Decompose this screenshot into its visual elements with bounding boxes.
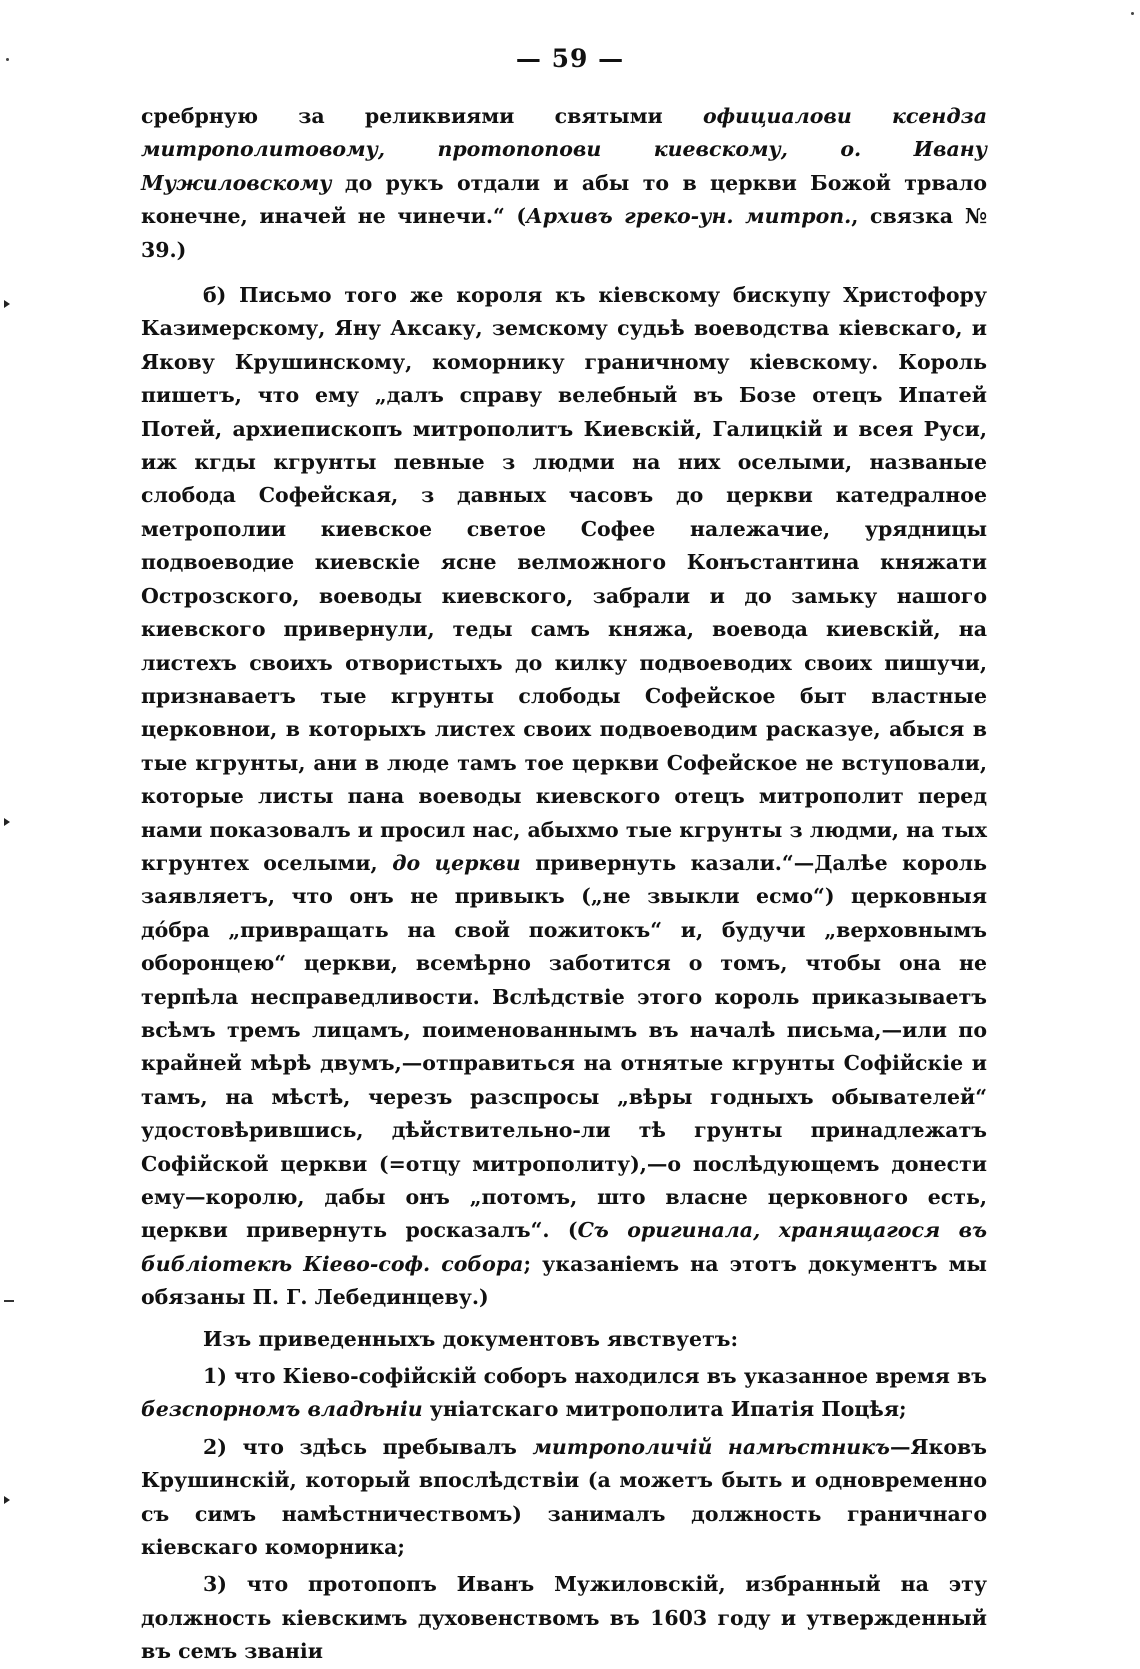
text-run: уніатскаго митрополита Ипатія Поцѣя; <box>422 1397 907 1422</box>
paragraph-b-letter <box>141 279 987 1315</box>
list-item-1 <box>141 1360 987 1427</box>
text-run: , связка № 39.) <box>141 204 987 262</box>
italic-run: Архивъ греко-ун. митроп. <box>526 204 852 229</box>
text-run: Изъ приведенныхъ документовъ явствуетъ: <box>203 1326 739 1351</box>
text-run: до рукъ отдали и абы то в церкви Божой трвало конечне, иначей не чинечи.“ ( <box>141 170 987 229</box>
margin-mark <box>4 818 10 826</box>
list-item-2 <box>141 1431 987 1565</box>
paragraph-conclusions-intro <box>141 1323 987 1356</box>
text-run: —Яковъ Крушинскій, который впослѣдствіи (а можетъ быть и одновременно съ симъ намѣстничествомъ) занималъ должность граничнаго кіевскаго коморника; <box>141 1434 987 1560</box>
text-run: привернуть казали.“—Далѣе король заявляетъ, что онъ не привыкъ („не звыкли есмо“) церковныя дóбра „привращать на свой пожитокъ“ и, будучи „верховнымъ оборонцею“ церкви, всемѣрно заботится о томъ, чтобы она не терпѣла несправедливости. Вслѣдствіе этого король приказываетъ всѣмъ тремъ лицамъ, поименованнымъ въ началѣ письма,—или по крайней мѣрѣ двумъ,—отправиться на отнятые кгрунты Софійскіе и тамъ, на мѣстѣ, черезъ разспросы „вѣры годныхъ обывателей“ удостовѣрившись, дѣйствительно-ли тѣ грунты принадлежатъ Софійской церкви (=отцу митрополиту),—о послѣдующемъ донести ему—королю, дабы онъ „потомъ, што власне церковного есть, церкви привернуть росказалъ“. ( <box>141 850 987 1243</box>
text-run: 3) что протопопъ Иванъ Мужиловскій, избранный на эту должность кіевскимъ духовенствомъ въ 1603 году и утвержденный въ семъ званіи <box>141 1572 987 1664</box>
text-run: б) Письмо того же короля къ кіевскому бискупу Христофору Казимерскому, Яну Аксаку, земскому судьѣ воеводства кіевскаго, и Якову Крушинскому, коморнику граничному кіевскому. Король пишетъ, что ему „далъ справу велебный въ Бозе отецъ Ипатей Потей, архиепископъ митрополитъ Киевскій, Галицкій и всея Руси, иж кгды кгрунты певные з людми на них оселыми, названые слобода Софейская, з давных часовъ до церкви катедралное метрополии киевское светое Софее належачие, урядницы подвоеводие киевскіе ясне велможного Конъстантина княжати Острозского, воеводы киевского, забрали и до замьку нашого киевского привернули, теды самъ княжа, воевода киевскій, на листехъ своихъ отвористыхъ до килку подвоеводих своих пишучи, признаваетъ тые кгрунты слободы Софейское быт властные церковнои, в которыхъ листех своих подвоеводим расказуе, абыся в тые кгрунты, ани в люде тамъ тое церкви Софейское не вступовали, которые листы пана воеводы киевского отецъ митрополит перед нами показовалъ и просил нас, абыхмо тые кгрунты з людми, на тых кгрунтех оселыми, <box>141 283 988 875</box>
paragraph-continued <box>141 100 987 267</box>
margin-mark <box>4 1496 10 1504</box>
italic-run: официалови ксендза митрополитовому, протопопови киевскому, о. Ивану Мужиловскому <box>141 104 987 195</box>
text-run: сребрную за реликвиями святыми <box>141 104 703 128</box>
margin-mark <box>4 300 10 308</box>
margin-mark <box>4 1300 14 1302</box>
italic-run: Съ оригинала, хранящагося въ библіотекѣ Кіево-соф. собора <box>141 1218 988 1276</box>
margin-mark <box>6 58 9 61</box>
body-text <box>141 100 987 1669</box>
margin-mark <box>1131 12 1134 15</box>
text-run: ; указаніемъ на этотъ документъ мы обязаны П. Г. Лебединцеву.) <box>141 1251 987 1310</box>
text-run: 1) что Кіево-софійскій соборъ находился въ указанное время въ <box>203 1364 987 1389</box>
page-number: — 59 — <box>515 44 625 73</box>
italic-run: митрополичій намѣстникъ <box>532 1434 890 1459</box>
text-run: 2) что здѣсь пребывалъ <box>203 1434 533 1459</box>
italic-run: безспорномъ владѣніи <box>141 1397 423 1422</box>
italic-run: до церкви <box>392 850 521 875</box>
